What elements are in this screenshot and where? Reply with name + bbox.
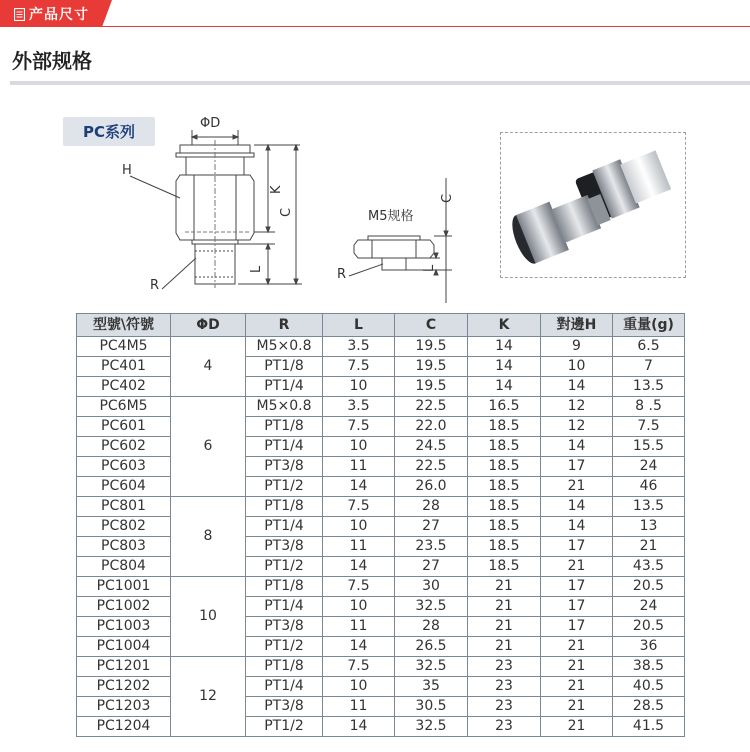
cell-l: 10 bbox=[323, 377, 395, 397]
cell-hex-h: 17 bbox=[541, 537, 613, 557]
header-model: 型號\符號 bbox=[77, 314, 171, 337]
cell-r: PT1/8 bbox=[246, 417, 323, 437]
cell-weight: 24 bbox=[613, 457, 685, 477]
cell-c: 27 bbox=[395, 557, 468, 577]
cell-k: 23 bbox=[468, 697, 541, 717]
cell-l: 11 bbox=[323, 697, 395, 717]
cell-model: PC1201 bbox=[77, 657, 171, 677]
cell-r: PT1/8 bbox=[246, 497, 323, 517]
table-row bbox=[77, 697, 685, 717]
cell-model: PC402 bbox=[77, 377, 171, 397]
cell-c: 24.5 bbox=[395, 437, 468, 457]
cell-k: 14 bbox=[468, 377, 541, 397]
tab-label-text: 产品尺寸 bbox=[29, 7, 89, 23]
cell-r: PT1/8 bbox=[246, 357, 323, 377]
cell-weight: 8 .5 bbox=[613, 397, 685, 417]
table-row bbox=[77, 377, 685, 397]
cell-weight: 20.5 bbox=[613, 577, 685, 597]
cell-c: 26.5 bbox=[395, 637, 468, 657]
table-row bbox=[77, 497, 685, 517]
cell-weight: 13.5 bbox=[613, 497, 685, 517]
l-dimension bbox=[238, 244, 275, 284]
cell-model: PC1204 bbox=[77, 717, 171, 737]
cell-c: 32.5 bbox=[395, 657, 468, 677]
table-row bbox=[77, 457, 685, 477]
l-label: L bbox=[249, 265, 264, 273]
photo-fitting-front bbox=[507, 183, 615, 267]
cell-l: 10 bbox=[323, 517, 395, 537]
cell-weight: 36 bbox=[613, 637, 685, 657]
cell-k: 18.5 bbox=[468, 477, 541, 497]
m5-r-leader bbox=[349, 264, 383, 276]
cell-hex-h: 10 bbox=[541, 357, 613, 377]
cell-k: 23 bbox=[468, 677, 541, 697]
cell-l: 14 bbox=[323, 477, 395, 497]
cell-phi-d: 12 bbox=[171, 657, 246, 737]
product-photo-illustration bbox=[501, 133, 685, 277]
table-row bbox=[77, 617, 685, 637]
table-row bbox=[77, 357, 685, 377]
cell-hex-h: 17 bbox=[541, 577, 613, 597]
k-label: K bbox=[269, 185, 284, 194]
cell-weight: 7.5 bbox=[613, 417, 685, 437]
header-l: L bbox=[323, 314, 395, 337]
header-weight: 重量(g) bbox=[613, 314, 685, 337]
cell-hex-h: 21 bbox=[541, 717, 613, 737]
cell-hex-h: 17 bbox=[541, 597, 613, 617]
cell-r: PT1/4 bbox=[246, 437, 323, 457]
cell-weight: 46 bbox=[613, 477, 685, 497]
header-hex-h: 對邊H bbox=[541, 314, 613, 337]
cell-l: 11 bbox=[323, 457, 395, 477]
section-title: 外部规格 bbox=[12, 49, 92, 73]
cell-phi-d: 8 bbox=[171, 497, 246, 577]
cell-model: PC6M5 bbox=[77, 397, 171, 417]
cell-hex-h: 14 bbox=[541, 497, 613, 517]
cell-weight: 28.5 bbox=[613, 697, 685, 717]
table-row bbox=[77, 597, 685, 617]
h-leader bbox=[130, 176, 180, 198]
m5-c-label: C bbox=[440, 193, 455, 203]
cell-l: 10 bbox=[323, 677, 395, 697]
cell-r: PT1/2 bbox=[246, 477, 323, 497]
cell-weight: 6.5 bbox=[613, 337, 685, 357]
cell-k: 18.5 bbox=[468, 537, 541, 557]
fitting-drawing bbox=[100, 108, 480, 303]
cell-r: PT1/4 bbox=[246, 677, 323, 697]
table-row bbox=[77, 637, 685, 657]
cell-weight: 38.5 bbox=[613, 657, 685, 677]
cell-model: PC803 bbox=[77, 537, 171, 557]
cell-c: 22.5 bbox=[395, 457, 468, 477]
cell-c: 22.5 bbox=[395, 397, 468, 417]
phi-d-label: ΦD bbox=[200, 116, 221, 131]
cell-c: 19.5 bbox=[395, 357, 468, 377]
tab-bar-background bbox=[0, 0, 750, 27]
m5-l-label: L bbox=[422, 264, 437, 272]
cell-l: 7.5 bbox=[323, 497, 395, 517]
cell-model: PC801 bbox=[77, 497, 171, 517]
cell-weight: 40.5 bbox=[613, 677, 685, 697]
cell-model: PC1203 bbox=[77, 697, 171, 717]
c-label: C bbox=[279, 207, 294, 217]
cell-c: 28 bbox=[395, 497, 468, 517]
cell-r: PT1/4 bbox=[246, 517, 323, 537]
cell-weight: 13 bbox=[613, 517, 685, 537]
cell-hex-h: 17 bbox=[541, 617, 613, 637]
cell-k: 18.5 bbox=[468, 457, 541, 477]
table-row bbox=[77, 677, 685, 697]
cell-r: PT1/4 bbox=[246, 597, 323, 617]
cell-r: M5×0.8 bbox=[246, 397, 323, 417]
cell-r: PT1/8 bbox=[246, 577, 323, 597]
document-icon bbox=[14, 8, 25, 21]
header-c: C bbox=[395, 314, 468, 337]
cell-hex-h: 21 bbox=[541, 657, 613, 677]
cell-k: 21 bbox=[468, 597, 541, 617]
cell-k: 14 bbox=[468, 357, 541, 377]
cell-weight: 13.5 bbox=[613, 377, 685, 397]
cell-model: PC401 bbox=[77, 357, 171, 377]
cell-weight: 41.5 bbox=[613, 717, 685, 737]
cell-k: 16.5 bbox=[468, 397, 541, 417]
table-row bbox=[77, 577, 685, 597]
cell-model: PC802 bbox=[77, 517, 171, 537]
table-header-row bbox=[77, 314, 685, 337]
cell-r: PT1/2 bbox=[246, 557, 323, 577]
cell-hex-h: 21 bbox=[541, 557, 613, 577]
cell-model: PC804 bbox=[77, 557, 171, 577]
table-row bbox=[77, 537, 685, 557]
spec-table bbox=[76, 313, 685, 737]
h-label: H bbox=[122, 163, 132, 178]
cell-r: M5×0.8 bbox=[246, 337, 323, 357]
cell-hex-h: 21 bbox=[541, 697, 613, 717]
cell-model: PC604 bbox=[77, 477, 171, 497]
r-label: R bbox=[150, 278, 160, 293]
cell-hex-h: 14 bbox=[541, 437, 613, 457]
cell-r: PT1/4 bbox=[246, 377, 323, 397]
cell-c: 27 bbox=[395, 517, 468, 537]
cell-r: PT1/8 bbox=[246, 657, 323, 677]
cell-r: PT3/8 bbox=[246, 617, 323, 637]
cell-l: 7.5 bbox=[323, 357, 395, 377]
cell-k: 18.5 bbox=[468, 557, 541, 577]
table-row bbox=[77, 397, 685, 417]
cell-hex-h: 14 bbox=[541, 517, 613, 537]
cell-weight: 15.5 bbox=[613, 437, 685, 457]
cell-model: PC603 bbox=[77, 457, 171, 477]
cell-k: 21 bbox=[468, 577, 541, 597]
cell-c: 32.5 bbox=[395, 597, 468, 617]
cell-phi-d: 4 bbox=[171, 337, 246, 397]
cell-l: 14 bbox=[323, 717, 395, 737]
cell-model: PC1202 bbox=[77, 677, 171, 697]
cell-model: PC602 bbox=[77, 437, 171, 457]
cell-hex-h: 21 bbox=[541, 677, 613, 697]
series-label: PC系列 bbox=[63, 117, 155, 146]
cell-phi-d: 6 bbox=[171, 397, 246, 497]
cell-phi-d: 10 bbox=[171, 577, 246, 657]
cell-model: PC4M5 bbox=[77, 337, 171, 357]
table-row bbox=[77, 337, 685, 357]
table-row bbox=[77, 557, 685, 577]
cell-c: 32.5 bbox=[395, 717, 468, 737]
cell-k: 23 bbox=[468, 717, 541, 737]
tab-bar bbox=[0, 0, 750, 27]
cell-l: 3.5 bbox=[323, 397, 395, 417]
cell-model: PC1003 bbox=[77, 617, 171, 637]
m5-r-label: R bbox=[337, 267, 347, 282]
cell-weight: 7 bbox=[613, 357, 685, 377]
cell-c: 19.5 bbox=[395, 377, 468, 397]
cell-l: 10 bbox=[323, 597, 395, 617]
cell-l: 14 bbox=[323, 637, 395, 657]
cell-r: PT3/8 bbox=[246, 697, 323, 717]
cell-k: 14 bbox=[468, 337, 541, 357]
cell-model: PC601 bbox=[77, 417, 171, 437]
cell-model: PC1004 bbox=[77, 637, 171, 657]
cell-k: 23 bbox=[468, 657, 541, 677]
cell-c: 26.0 bbox=[395, 477, 468, 497]
cell-r: PT1/2 bbox=[246, 637, 323, 657]
cell-l: 10 bbox=[323, 437, 395, 457]
cell-k: 18.5 bbox=[468, 437, 541, 457]
r-leader bbox=[162, 258, 196, 289]
cell-l: 11 bbox=[323, 617, 395, 637]
cell-c: 30.5 bbox=[395, 697, 468, 717]
cell-k: 18.5 bbox=[468, 417, 541, 437]
cell-weight: 20.5 bbox=[613, 617, 685, 637]
cell-hex-h: 9 bbox=[541, 337, 613, 357]
cell-hex-h: 12 bbox=[541, 417, 613, 437]
cell-l: 7.5 bbox=[323, 417, 395, 437]
cell-l: 7.5 bbox=[323, 657, 395, 677]
table-row bbox=[77, 657, 685, 677]
cell-l: 14 bbox=[323, 557, 395, 577]
cell-weight: 43.5 bbox=[613, 557, 685, 577]
title-divider bbox=[10, 81, 750, 85]
cell-model: PC1002 bbox=[77, 597, 171, 617]
cell-c: 28 bbox=[395, 617, 468, 637]
cell-k: 18.5 bbox=[468, 517, 541, 537]
table-row bbox=[77, 477, 685, 497]
cell-r: PT1/2 bbox=[246, 717, 323, 737]
cell-c: 35 bbox=[395, 677, 468, 697]
cell-k: 21 bbox=[468, 617, 541, 637]
cell-weight: 21 bbox=[613, 537, 685, 557]
cell-c: 22.0 bbox=[395, 417, 468, 437]
cell-hex-h: 21 bbox=[541, 637, 613, 657]
cell-hex-h: 21 bbox=[541, 477, 613, 497]
header-phi-d: ΦD bbox=[171, 314, 246, 337]
cell-model: PC1001 bbox=[77, 577, 171, 597]
cell-l: 3.5 bbox=[323, 337, 395, 357]
cell-k: 18.5 bbox=[468, 497, 541, 517]
header-k: K bbox=[468, 314, 541, 337]
cell-c: 23.5 bbox=[395, 537, 468, 557]
cell-c: 19.5 bbox=[395, 337, 468, 357]
cell-hex-h: 17 bbox=[541, 457, 613, 477]
tab-product-size[interactable] bbox=[14, 4, 89, 24]
m5-title: M5规格 bbox=[368, 209, 414, 224]
cell-c: 30 bbox=[395, 577, 468, 597]
cell-hex-h: 14 bbox=[541, 377, 613, 397]
table-row bbox=[77, 717, 685, 737]
cell-weight: 24 bbox=[613, 597, 685, 617]
table-row bbox=[77, 437, 685, 457]
cell-r: PT3/8 bbox=[246, 537, 323, 557]
cell-l: 7.5 bbox=[323, 577, 395, 597]
cell-k: 21 bbox=[468, 637, 541, 657]
cell-r: PT3/8 bbox=[246, 457, 323, 477]
table-row bbox=[77, 417, 685, 437]
header-r: R bbox=[246, 314, 323, 337]
cell-l: 11 bbox=[323, 537, 395, 557]
product-photo bbox=[500, 132, 686, 278]
table-row bbox=[77, 517, 685, 537]
cell-hex-h: 12 bbox=[541, 397, 613, 417]
